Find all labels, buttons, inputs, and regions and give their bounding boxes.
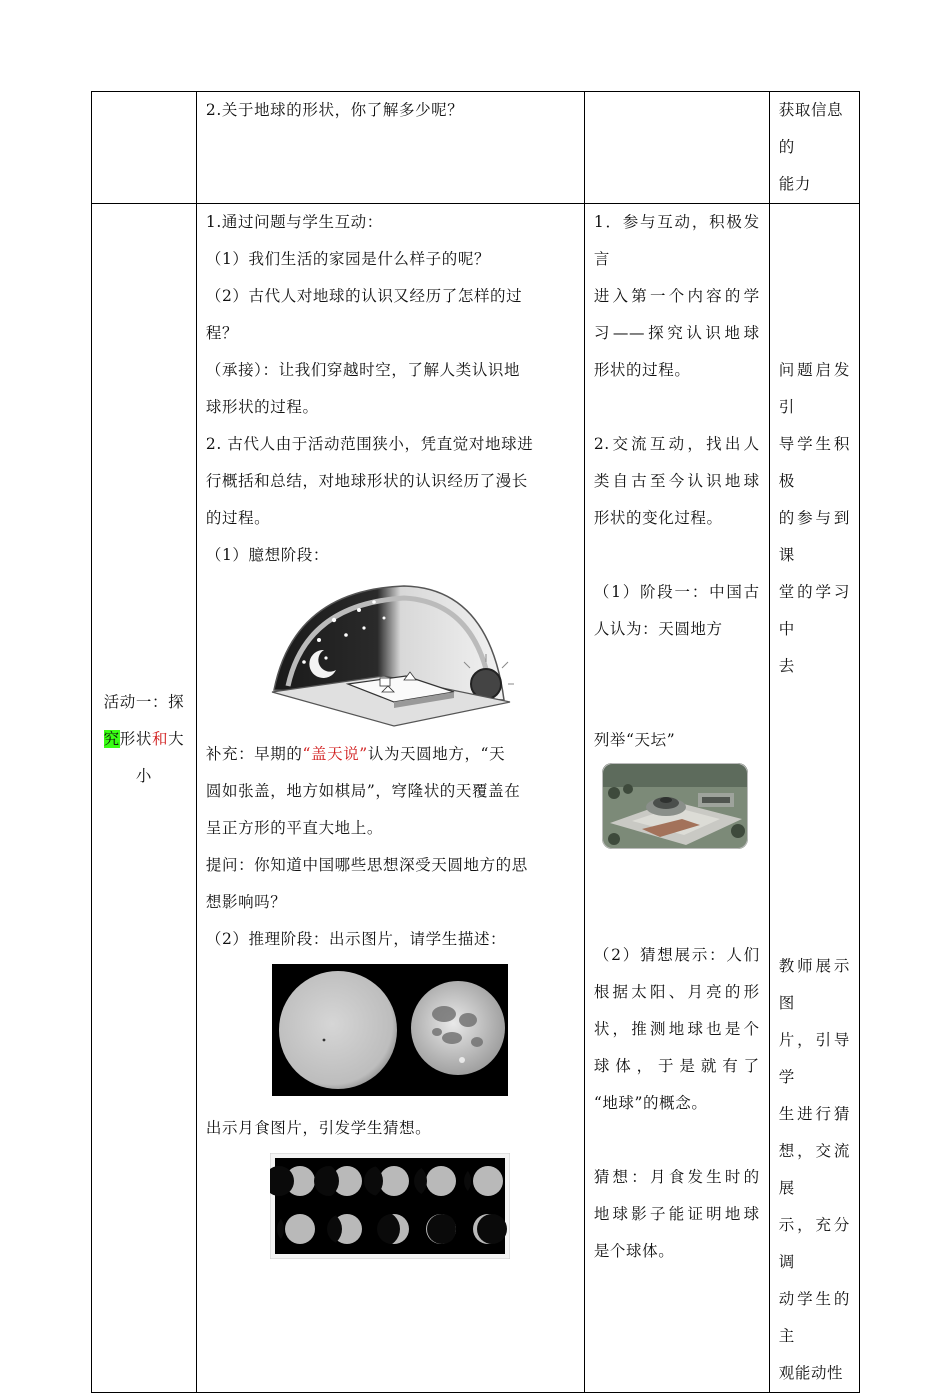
student-text: 2.交流互动，找出人 bbox=[593, 435, 760, 453]
activity-title-line bbox=[101, 721, 187, 758]
content-paragraph: （承接）：让我们穿越时空，了解人类认识地 bbox=[205, 361, 521, 379]
content-paragraph: 2. 古代人由于活动范围狭小，凭直觉对地球进 bbox=[205, 435, 534, 453]
content-paragraph: 1.通过问题与学生互动： bbox=[205, 213, 383, 231]
student-text: “地球”的概念。 bbox=[593, 1094, 708, 1112]
cell-content bbox=[196, 92, 584, 204]
content-text: 2.关于地球的形状，你了解多少呢？ bbox=[205, 101, 464, 119]
student-text: 猜想：月食发生时的 bbox=[593, 1168, 760, 1186]
student-text: 进入第一个内容的学 bbox=[593, 287, 760, 305]
cell-design-intent bbox=[769, 204, 859, 1393]
temple-of-heaven-photo bbox=[602, 763, 748, 849]
intent-text: 能力 bbox=[778, 175, 811, 193]
intent-text: 导学生积极 bbox=[778, 435, 850, 490]
student-text: （2）猜想展示：人们 bbox=[593, 946, 760, 964]
red-char: 和 bbox=[151, 730, 169, 748]
intent-text: 获取信息的 bbox=[778, 101, 844, 156]
text-run: 认为天圆地方，“天 bbox=[367, 745, 506, 763]
cell-student-activity bbox=[584, 204, 769, 1393]
activity-title-part: 大 bbox=[168, 730, 185, 748]
student-text: 类自古至今认识地球 bbox=[593, 472, 760, 490]
content-paragraph bbox=[206, 736, 575, 773]
content-paragraph: （2）推理阶段：出示图片，请学生描述： bbox=[205, 930, 507, 948]
intent-text: 去 bbox=[778, 657, 795, 675]
student-text: （1）阶段一：中国古 bbox=[593, 583, 760, 601]
content-paragraph: 呈正方形的平直大地上。 bbox=[205, 819, 383, 837]
cell-intent bbox=[769, 92, 859, 204]
content-paragraph: 提问：你知道中国哪些思想深受天圆地方的思 bbox=[205, 856, 528, 874]
content-paragraph: 出示月食图片，引发学生猜想。 bbox=[205, 1119, 432, 1137]
cell-student-empty bbox=[584, 92, 769, 204]
intent-text: 片，引导学 bbox=[778, 1031, 850, 1086]
intent-text: 动学生的主 bbox=[778, 1290, 850, 1345]
text-run: 补充：早期的 bbox=[205, 745, 303, 763]
cell-activity bbox=[92, 204, 197, 1393]
lesson-plan-table bbox=[91, 91, 860, 1393]
cell-activity-empty bbox=[92, 92, 197, 204]
content-paragraph: 圆如张盖，地方如棋局”，穹隆状的天覆盖在 bbox=[205, 782, 521, 800]
red-term: “盖天说” bbox=[302, 745, 368, 763]
student-text: 形状的过程。 bbox=[593, 361, 691, 379]
content-paragraph: 想影响吗？ bbox=[205, 893, 287, 911]
lunar-eclipse-sequence-photo bbox=[270, 1153, 510, 1259]
student-text: 人认为：天圆地方 bbox=[593, 620, 723, 638]
intent-text: 生进行猜 bbox=[778, 1105, 850, 1123]
student-text: 习——探究认识地球 bbox=[593, 324, 760, 342]
intent-text: 观能动性 bbox=[778, 1364, 844, 1382]
intent-text: 教师展示图 bbox=[778, 957, 850, 1012]
student-text: 地球影子能证明地球 bbox=[593, 1205, 760, 1223]
highlighted-char: 究 bbox=[103, 730, 120, 748]
intent-text: 想，交流展 bbox=[778, 1142, 850, 1197]
content-paragraph: （1）臆想阶段： bbox=[205, 546, 330, 564]
intent-text: 问题启发引 bbox=[778, 361, 850, 416]
content-paragraph: （2）古代人对地球的认识又经历了怎样的过 bbox=[205, 287, 523, 305]
intent-text: 示，充分调 bbox=[778, 1216, 850, 1271]
activity-title-line: 小 bbox=[135, 767, 152, 785]
student-text: 球体，于是就有了 bbox=[593, 1057, 760, 1075]
student-text: 状，推测地球也是个 bbox=[593, 1020, 760, 1038]
content-paragraph: 的过程。 bbox=[205, 509, 271, 527]
content-paragraph: 球形状的过程。 bbox=[205, 398, 319, 416]
content-paragraph: 程？ bbox=[205, 324, 239, 342]
activity-title-part: 形状 bbox=[119, 730, 152, 748]
activity-title-line: 活动一：探 bbox=[103, 693, 185, 711]
student-text: 形状的变化过程。 bbox=[593, 509, 723, 527]
student-text: 1．参与互动，积极发 bbox=[593, 213, 760, 231]
student-text: 根据太阳、月亮的形 bbox=[593, 983, 760, 1001]
intent-text: 堂的学习中 bbox=[778, 583, 850, 638]
content-paragraph: （1）我们生活的家园是什么样子的呢？ bbox=[205, 250, 491, 268]
table-row bbox=[92, 204, 860, 1393]
student-text: 言 bbox=[593, 250, 610, 268]
cell-teaching-content bbox=[196, 204, 584, 1393]
table-row bbox=[92, 92, 860, 204]
dome-cosmology-illustration bbox=[264, 580, 516, 730]
student-text: 是个球体。 bbox=[593, 1242, 675, 1260]
student-text: 列举“天坛” bbox=[593, 731, 676, 749]
intent-text: 的参与到课 bbox=[778, 509, 850, 564]
content-paragraph: 行概括和总结，对地球形状的认识经历了漫长 bbox=[205, 472, 528, 490]
sun-moon-photo bbox=[272, 964, 508, 1096]
